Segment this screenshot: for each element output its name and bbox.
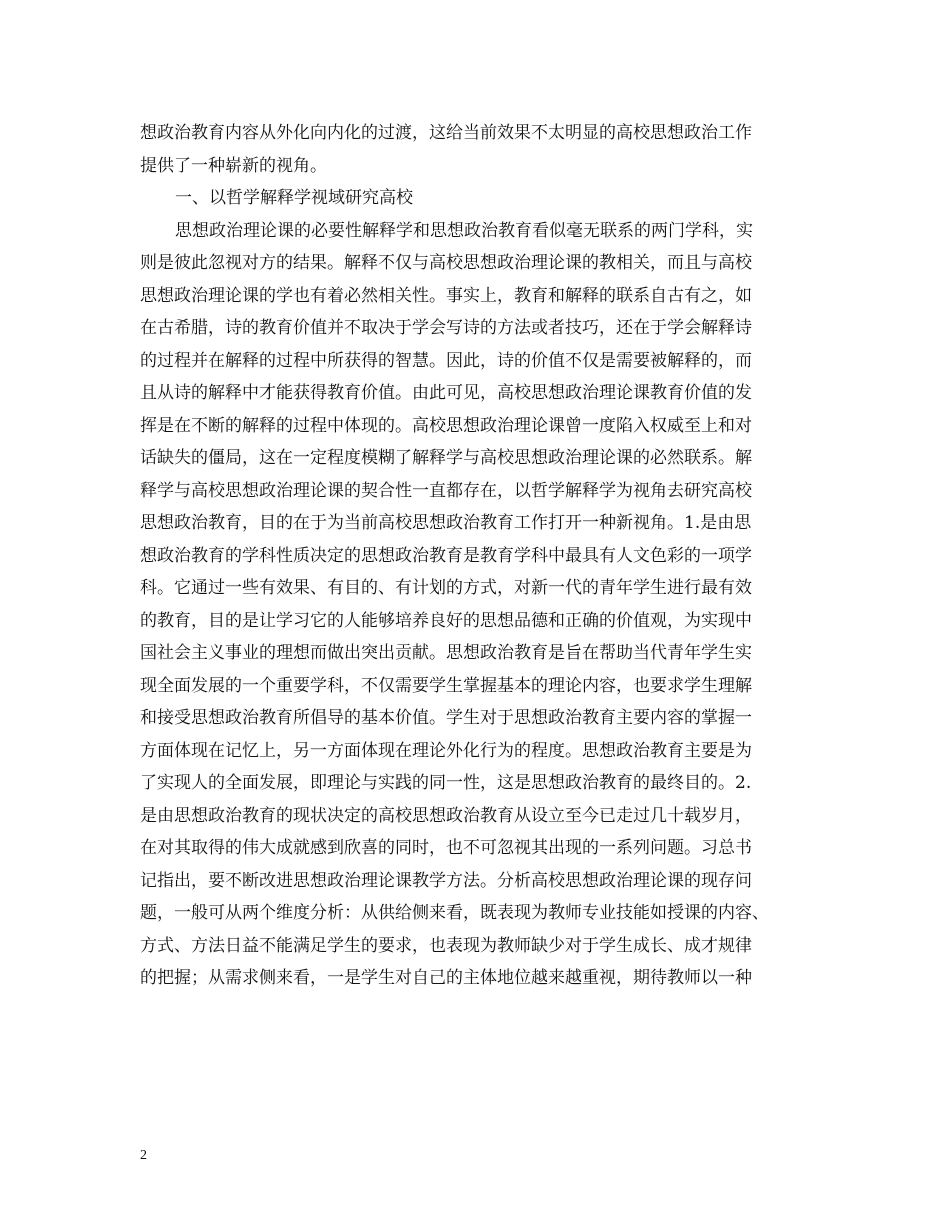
text-line: 提供了一种崭新的视角。	[140, 155, 327, 176]
text-line: 思想政治理论课的必要性解释学和思想政治教育看似毫无联系的两门学科，实	[175, 220, 753, 241]
text-line: 释学与高校思想政治理论课的契合性一直都存在，以哲学解释学为视角去研究高校	[140, 480, 752, 501]
text-line: 的把握；从需求侧来看，一是学生对自己的主体地位越来越重视，期待教师以一种	[140, 968, 752, 988]
text-line: 现全面发展的一个重要学科，不仅需要学生掌握基本的理论内容，也要求学生理解	[140, 675, 752, 696]
text-line: 思想政治理论课的学也有着必然相关性。事实上，教育和解释的联系自古有之，如	[140, 285, 752, 306]
text-line: 方面体现在记忆上，另一方面体现在理论外化行为的程度。思想政治教育主要是为	[140, 740, 752, 761]
text-line: 是由思想政治教育的现状决定的高校思想政治教育从设立至今已走过几十载岁月，	[140, 805, 752, 826]
text-line: 一、以哲学解释学视域研究高校	[175, 188, 413, 208]
text-line: 方式、方法日益不能满足学生的要求，也表现为教师缺少对于学生成长、成才规律	[140, 935, 752, 956]
body-text	[140, 117, 830, 995]
text-line: 想政治教育内容从外化向内化的过渡，这给当前效果不太明显的高校思想政治工作	[140, 123, 752, 143]
text-line: 题，一般可从两个维度分析：从供给侧来看，既表现为教师专业技能如授课的内容、	[140, 903, 769, 923]
text-line: 在古希腊，诗的教育价值并不取决于学会写诗的方法或者技巧，还在于学会解释诗	[140, 318, 752, 338]
text-line: 科。它通过一些有效果、有目的、有计划的方式，对新一代的青年学生进行最有效	[140, 578, 752, 598]
text-line: 且从诗的解释中才能获得教育价值。由此可见，高校思想政治理论课教育价值的发	[140, 383, 752, 403]
text-line: 的教育，目的是让学习它的人能够培养良好的思想品德和正确的价值观，为实现中	[140, 610, 752, 631]
text-line: 国社会主义事业的理想而做出突出贡献。思想政治教育是旨在帮助当代青年学生实	[140, 643, 752, 663]
text-line: 则是彼此忽视对方的结果。解释不仅与高校思想政治理论课的教相关，而且与高校	[140, 253, 752, 273]
text-line: 话缺失的僵局，这在一定程度模糊了解释学与高校思想政治理论课的必然联系。解	[140, 448, 752, 468]
page-number: 2	[140, 1148, 147, 1163]
text-line: 思想政治教育，目的在于为当前高校思想政治教育工作打开一种新视角。1.是由思	[140, 513, 752, 533]
text-line: 了实现人的全面发展，即理论与实践的同一性，这是思想政治教育的最终目的。2.	[140, 773, 752, 793]
text-line: 和接受思想政治教育所倡导的基本价值。学生对于思想政治教育主要内容的掌握一	[140, 708, 752, 728]
text-line: 在对其取得的伟大成就感到欣喜的同时，也不可忽视其出现的一系列问题。习总书	[140, 838, 752, 858]
text-line: 记指出，要不断改进思想政治理论课教学方法。分析高校思想政治理论课的现存问	[140, 870, 752, 891]
text-line: 挥是在不断的解释的过程中体现的。高校思想政治理论课曾一度陷入权威至上和对	[140, 415, 752, 436]
text-line: 的过程并在解释的过程中所获得的智慧。因此，诗的价值不仅是需要被解释的，而	[140, 350, 752, 371]
text-line: 想政治教育的学科性质决定的思想政治教育是教育学科中最具有人文色彩的一项学	[140, 545, 752, 566]
